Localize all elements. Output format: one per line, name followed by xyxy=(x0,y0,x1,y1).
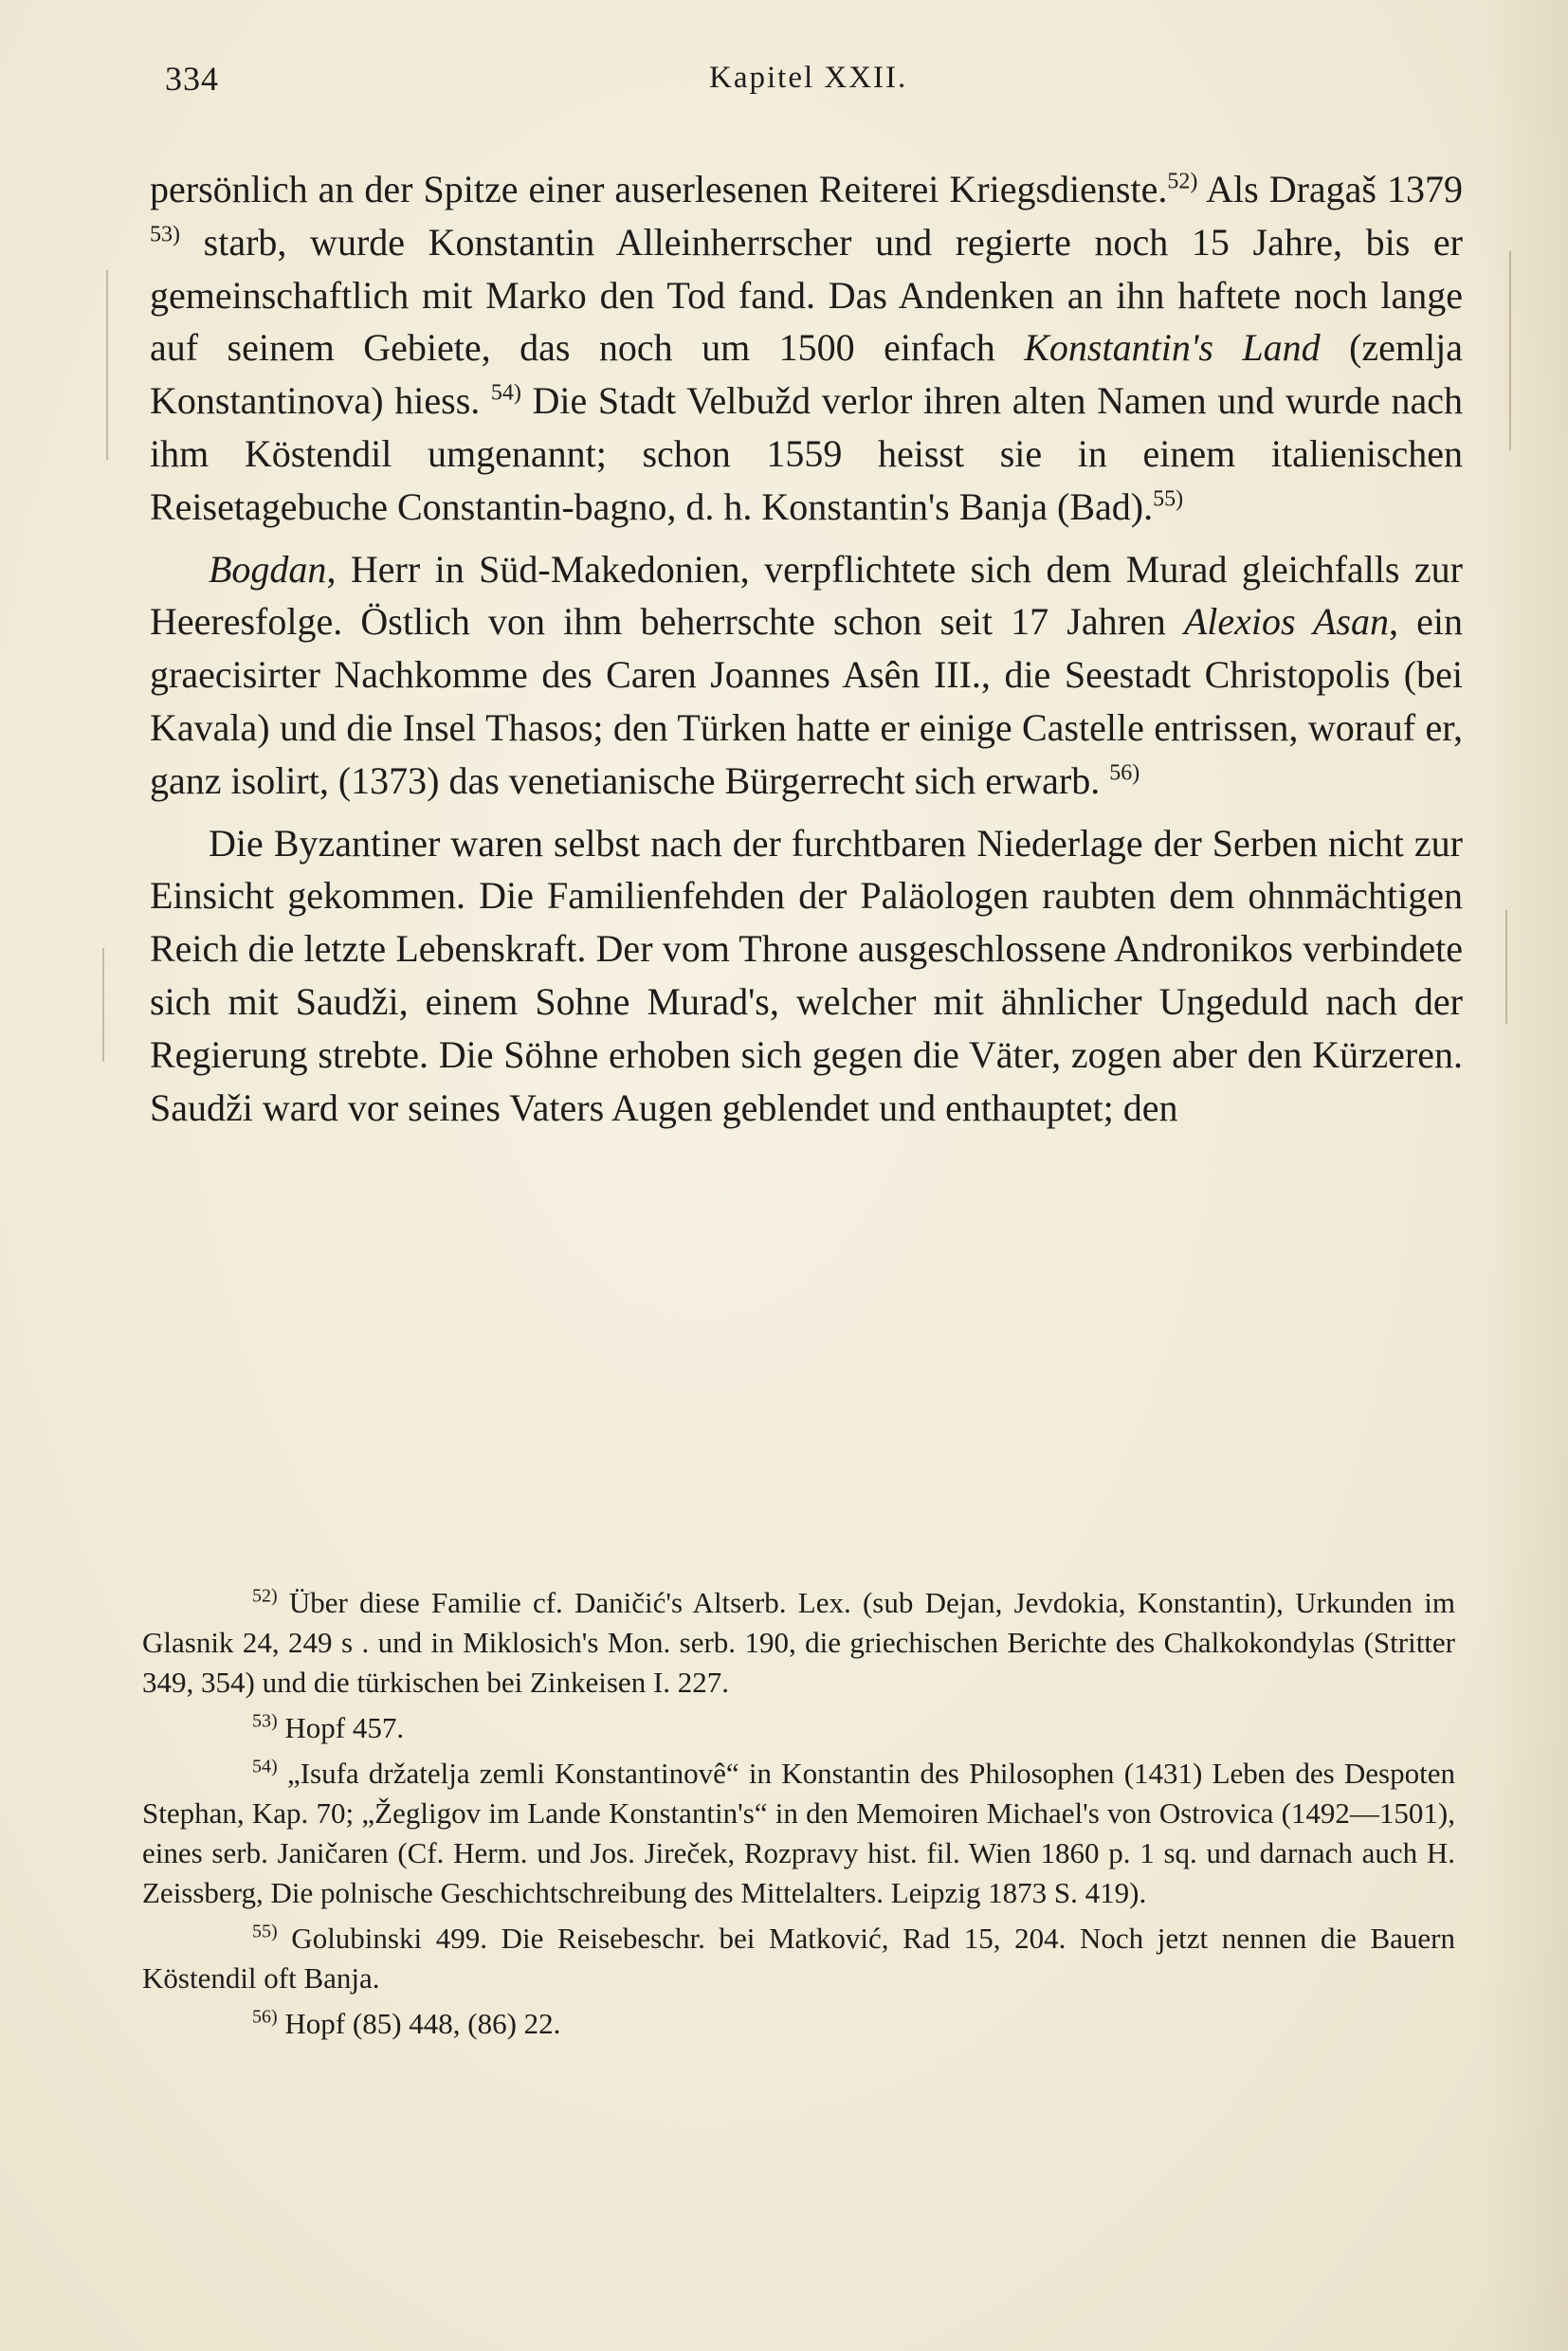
footnote-ref-54: 54) xyxy=(490,380,521,406)
page-edge-shadow xyxy=(1483,0,1568,2351)
text-run: , ein graecisirter Nachkomme des Caren Joannes Asên III., die Seestadt Christopolis (bei Kavala) und die Insel Thasos; den Türken hatte er einige Castelle entrissen, worauf er, ganz isolirt, (1373) das venetianische Bürgerrecht sich erwarb. xyxy=(150,600,1464,802)
text-run: Die Stadt Velbužd verlor ihren alten Namen und wurde nach ihm Köstendil umgenannt; schon 1559 heisst sie in einem italienischen Reisetagebuche Constantin-bagno, d. h. Konstantin's Banja (Bad). xyxy=(150,379,1463,528)
footnote-number: 55) xyxy=(252,1921,278,1942)
footnote-55 xyxy=(142,1919,1455,1998)
footnote-ref-56: 56) xyxy=(1109,760,1140,786)
italic-text: Alexios Asan xyxy=(1183,600,1389,644)
page-header xyxy=(159,59,1458,116)
text-run: Die Byzantiner waren selbst nach der furchtbaren Niederlage der Serben nicht zur Einsicht gekommen. Die Familienfehden der Paläologen raubten dem ohnmächtigen Reich die letzte Lebenskraft. Der vom Throne ausgeschlossene Andronikos verbindete sich mit Saudži, einem Sohne Murad's, welcher mit ähnlicher Ungeduld nach der Regierung strebte. Die Söhne erhoben sich gegen die Väter, zogen aber den Kürzeren. Saudži ward vor seines Vaters Augen geblendet und enthauptet; den xyxy=(150,821,1463,1129)
main-text xyxy=(150,163,1463,1134)
footnote-56 xyxy=(142,2004,1455,2044)
text-run: , Herr in Süd-Makedonien, verpflichtete sich dem Murad gleichfalls zur Heeresfolge. Östlich von ihm beherrschte schon seit 17 Jahren xyxy=(150,547,1463,644)
text-run: Als Dragaš 1379 xyxy=(1197,168,1464,210)
italic-text: Bogdan xyxy=(209,547,327,591)
text-run: starb, wurde Konstantin Alleinherrscher und regierte noch 15 Jahre, bis er gemeinschaftlich mit Marko den Tod fand. Das Andenken an ihn haftete noch lange auf seinem Gebiete, das noch um 1500 einfach xyxy=(150,220,1463,370)
paragraph-2 xyxy=(150,543,1463,808)
footnotes xyxy=(142,1583,1455,2050)
footnote-ref-55: 55) xyxy=(1153,486,1184,512)
margin-pencil-mark xyxy=(1509,251,1511,450)
footnote-ref-53: 53) xyxy=(150,222,180,247)
footnote-text: Golubinski 499. Die Reisebeschr. bei Matković, Rad 15, 204. Noch jetzt nennen die Bauern Köstendil oft Banja. xyxy=(142,1922,1455,1995)
page-number: 334 xyxy=(165,60,219,98)
footnote-54 xyxy=(142,1754,1455,1913)
footnote-52 xyxy=(142,1583,1455,1703)
footnote-53 xyxy=(142,1708,1455,1748)
text-run: (zemlja Konstantinova) hiess. xyxy=(150,326,1464,423)
margin-pencil-mark xyxy=(102,948,104,1062)
footnote-text: Hopf (85) 448, (86) 22. xyxy=(277,2007,561,2040)
footnote-text: „Isufa držatelja zemli Konstantinovê“ in Konstantin des Philosophen (1431) Leben des Despoten Stephan, Kap. 70; „Žegligov im Lande Konstantin's“ in den Memoiren Michael's von Ostrovica (1492—1501), eines serb. Janičaren (Cf. Herm. und Jos. Jireček, Rozpravy hist. fil. Wien 1860 p. 1 sq. und darnach auch H. Zeissberg, Die polnische Geschichtschreibung des Mittelalters. Leipzig 1873 S. 419). xyxy=(142,1757,1455,1909)
footnote-text: Hopf 457. xyxy=(277,1711,405,1744)
footnote-number: 52) xyxy=(252,1585,278,1607)
footnote-number: 56) xyxy=(252,2006,278,2028)
footnote-ref-52: 52) xyxy=(1167,169,1198,194)
text-run: persönlich an der Spitze einer auserlesenen Reiterei Kriegsdienste. xyxy=(150,168,1168,210)
footnote-number: 54) xyxy=(252,1756,278,1777)
margin-pencil-mark xyxy=(106,270,108,460)
paragraph-1 xyxy=(150,163,1463,534)
footnote-text: Über diese Familie cf. Daničić's Altserb. Lex. (sub Dejan, Jevdokia, Konstantin), Urkunden im Glasnik 24, 249 s . und in Miklosich's Mon. serb. 190, die griechischen Berichte des Chalkokondylas (Stritter 349, 354) und die türkischen bei Zinkeisen I. 227. xyxy=(142,1586,1455,1699)
paragraph-3 xyxy=(150,817,1463,1135)
footnote-number: 53) xyxy=(252,1710,278,1732)
italic-text: Konstantin's Land xyxy=(1024,326,1321,370)
running-title: Kapitel XXII. xyxy=(709,61,908,95)
margin-pencil-mark xyxy=(1505,910,1507,1024)
